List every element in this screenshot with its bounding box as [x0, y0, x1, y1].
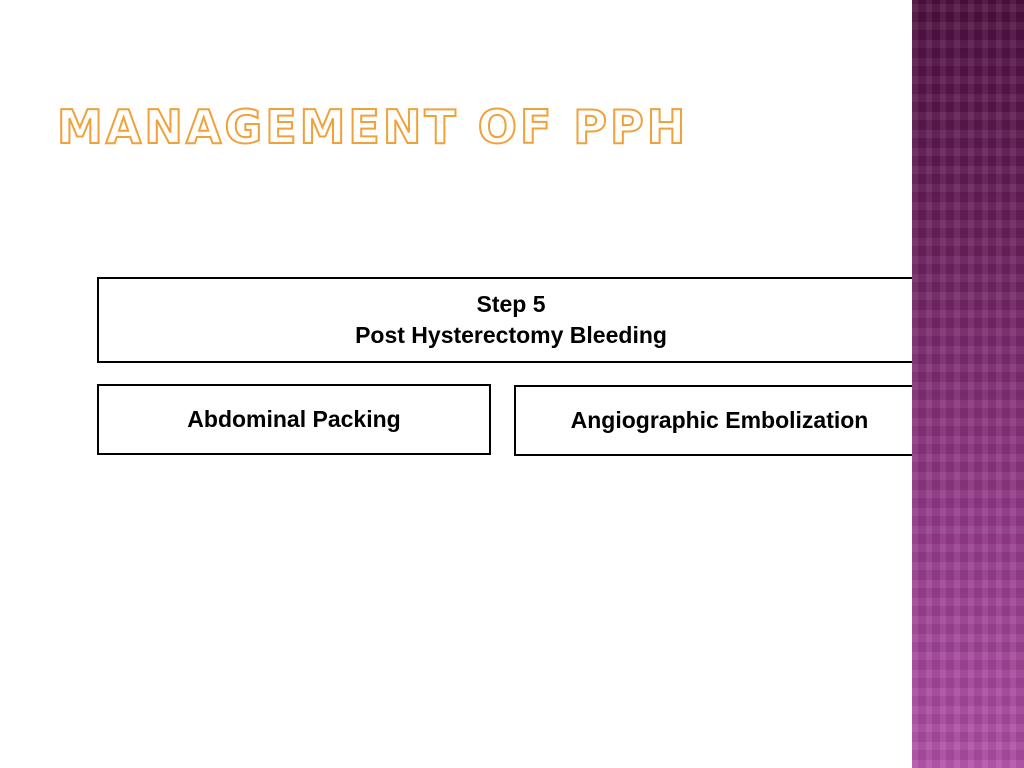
step-box — [97, 277, 925, 363]
option-label: Angiographic Embolization — [570, 406, 869, 433]
side-band-texture — [912, 0, 1024, 768]
option-label: Abdominal Packing — [187, 405, 401, 432]
option-box-abdominal-packing — [97, 384, 491, 455]
slide-title: MANAGEMENT OF PPH — [57, 100, 689, 154]
flowchart — [95, 275, 930, 460]
option-box-angiographic-embolization — [514, 385, 925, 456]
step-number: Step 5 — [476, 290, 546, 317]
decorative-side-band — [912, 0, 1024, 768]
step-description: Post Hysterectomy Bleeding — [355, 322, 667, 348]
